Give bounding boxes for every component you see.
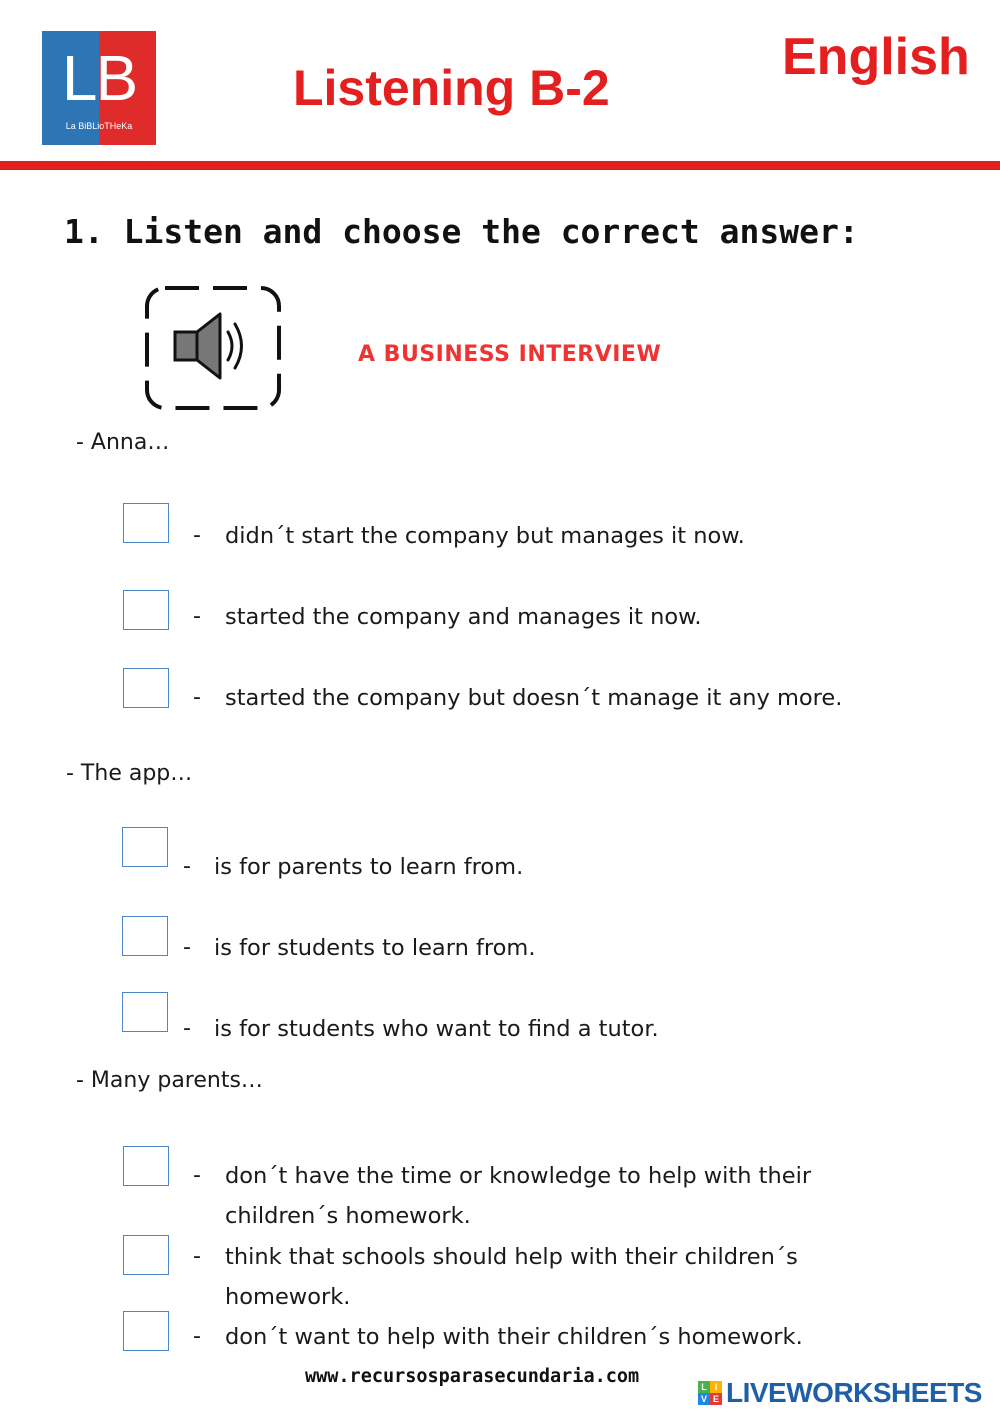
question-label-parents: - Many parents… <box>76 1068 263 1093</box>
answer-checkbox[interactable] <box>123 503 169 543</box>
option-text: is for parents to learn from. <box>214 854 524 880</box>
header-divider <box>0 161 1000 170</box>
question-label-app: - The app… <box>66 761 193 786</box>
option-text: is for students to learn from. <box>214 935 536 961</box>
exercise-instruction: 1. Listen and choose the correct answer: <box>64 212 859 251</box>
answer-checkbox[interactable] <box>122 992 168 1032</box>
option-text: don´t have the time or knowledge to help with their <box>225 1163 812 1189</box>
option-dash: - <box>193 523 201 548</box>
answer-checkbox[interactable] <box>123 1311 169 1351</box>
liveworksheets-badge-icon: L I V E <box>698 1381 722 1405</box>
liveworksheets-brand: LIVEWORKSHEETS <box>726 1377 982 1408</box>
option-dash: - <box>193 685 201 710</box>
answer-checkbox[interactable] <box>122 916 168 956</box>
subject-label: English <box>782 28 970 86</box>
option-text-continued: children´s homework. <box>225 1203 471 1229</box>
audio-title: A BUSINESS INTERVIEW <box>358 342 662 367</box>
answer-checkbox[interactable] <box>123 1146 169 1186</box>
logo <box>42 31 156 145</box>
answer-checkbox[interactable] <box>123 1235 169 1275</box>
footer-url: www.recursosparasecundaria.com <box>305 1366 640 1387</box>
option-dash: - <box>183 1016 191 1041</box>
option-dash: - <box>193 1324 201 1349</box>
option-text: didn´t start the company but manages it now. <box>225 523 745 549</box>
option-text: think that schools should help with their children´s <box>225 1244 798 1270</box>
option-text: started the company and manages it now. <box>225 604 702 630</box>
option-text-continued: homework. <box>225 1284 351 1310</box>
option-dash: - <box>183 854 191 879</box>
option-dash: - <box>193 604 201 629</box>
option-dash: - <box>193 1163 201 1188</box>
option-dash: - <box>193 1244 201 1269</box>
option-text: started the company but doesn´t manage it any more. <box>225 685 843 711</box>
option-text: don´t want to help with their children´s homework. <box>225 1324 803 1350</box>
logo-subtitle: La BiBLioTHeKa <box>65 121 133 131</box>
speaker-icon <box>142 284 284 412</box>
question-label-anna: - Anna… <box>76 430 170 455</box>
answer-checkbox[interactable] <box>123 668 169 708</box>
audio-play-button[interactable] <box>142 284 284 412</box>
option-dash: - <box>183 935 191 960</box>
answer-checkbox[interactable] <box>122 827 168 867</box>
answer-checkbox[interactable] <box>123 590 169 630</box>
logo-letters: LB <box>61 42 137 114</box>
page-title: Listening B-2 <box>293 60 610 116</box>
option-text: is for students who want to find a tutor. <box>214 1016 659 1042</box>
